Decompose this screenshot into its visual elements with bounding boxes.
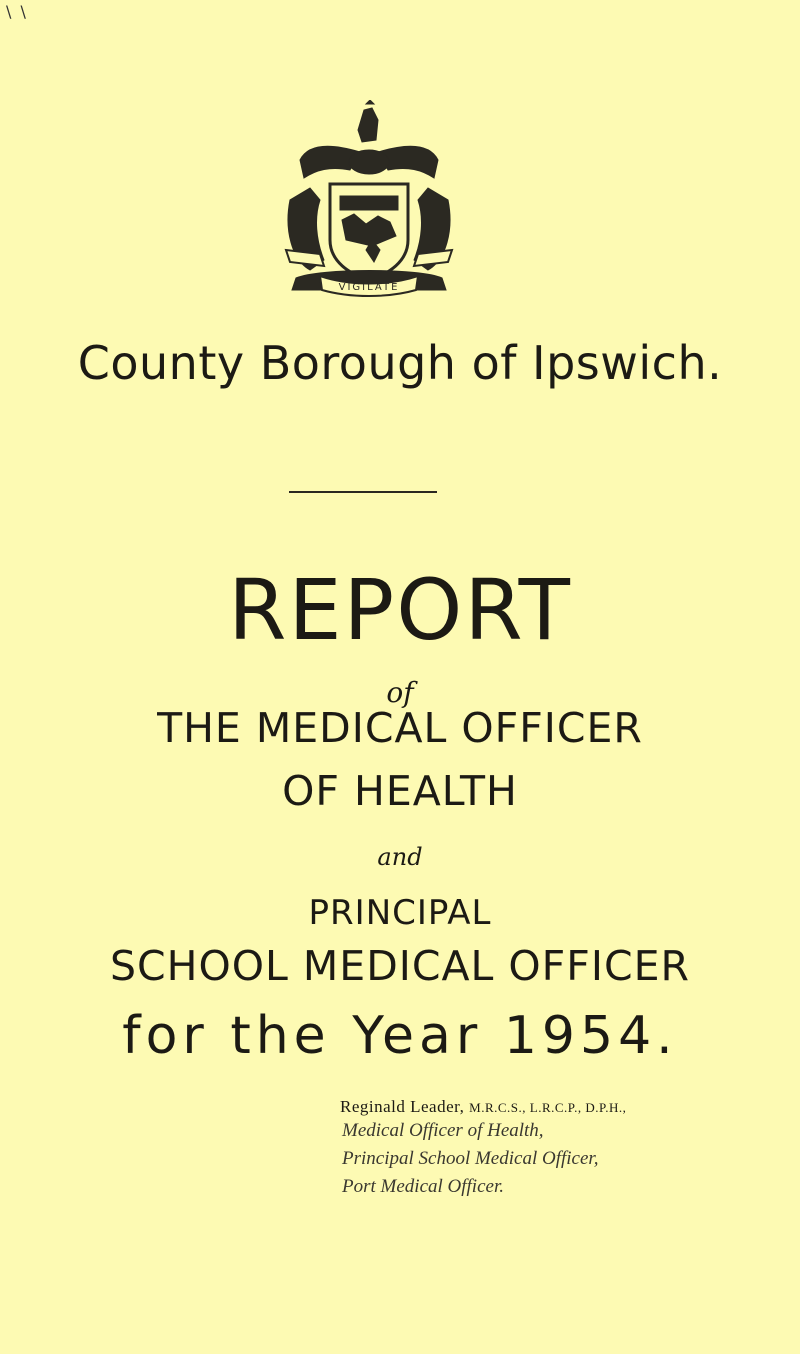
title-line-school-medical-officer: SCHOOL MEDICAL OFFICER (110, 942, 690, 990)
divider-rule (289, 491, 437, 493)
title-line-medical-officer: THE MEDICAL OFFICER (157, 704, 643, 752)
title-line-of-health: OF HEALTH (282, 767, 518, 815)
of-connector: of (386, 676, 414, 709)
author-name: Reginald Leader, (340, 1097, 465, 1116)
title-line-principal: PRINCIPAL (308, 893, 492, 933)
report-year-line: for the Year 1954. (122, 1006, 678, 1066)
borough-name: County Borough of Ipswich. (77, 336, 723, 390)
crest-motto: VIGILATE (338, 282, 400, 293)
author-title-line: Port Medical Officer. (342, 1176, 504, 1197)
page-corner-mark: \ \ (6, 2, 28, 21)
coat-of-arms-icon (280, 100, 458, 300)
author-title-line: Medical Officer of Health, (342, 1120, 544, 1141)
author-block (340, 1097, 790, 1201)
and-connector: and (377, 843, 423, 871)
author-qualifications: M.R.C.S., L.R.C.P., D.P.H., (469, 1100, 627, 1115)
author-name-line (340, 1097, 790, 1117)
report-heading: REPORT (228, 561, 572, 659)
author-title-line: Principal School Medical Officer, (342, 1148, 599, 1169)
